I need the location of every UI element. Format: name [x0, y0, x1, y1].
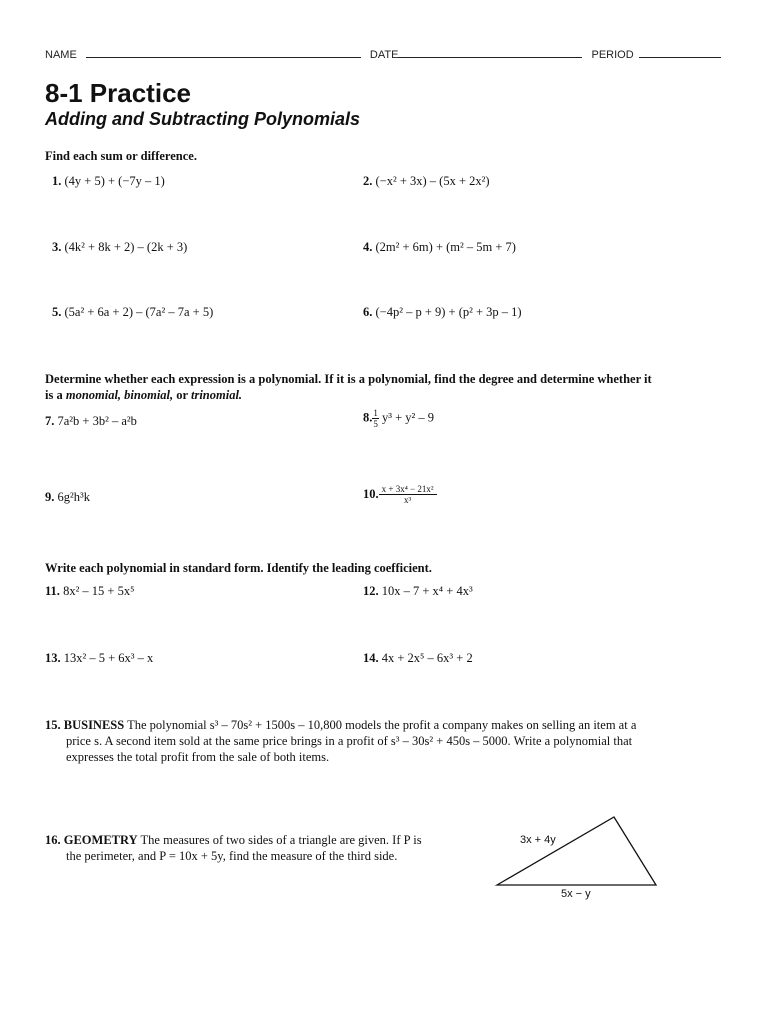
- problem-14: [363, 651, 473, 666]
- problem-expression: y³ + y² – 9: [382, 410, 435, 425]
- fraction-numerator: 1: [373, 408, 378, 418]
- name-label: NAME: [45, 49, 77, 61]
- name-blank[interactable]: [86, 47, 361, 58]
- problem-number: 4.: [363, 240, 373, 254]
- problem-15-text1: The polynomial s³ – 70s² + 1500s – 10,800 models the profit a company makes on selling an item at a: [127, 718, 637, 732]
- problem-9: [45, 490, 90, 505]
- header-row: [45, 47, 721, 61]
- problem-10: [363, 484, 437, 505]
- problem-5: [52, 305, 213, 320]
- problem-number: 16.: [45, 833, 61, 847]
- problem-expression: (−x² + 3x) – (5x + 2x²): [375, 174, 490, 188]
- problem-16: [45, 832, 485, 864]
- fraction: [379, 484, 437, 505]
- problem-16-line2: the perimeter, and P = 10x + 5y, find the measure of the third side.: [66, 849, 398, 863]
- date-blank[interactable]: [398, 47, 582, 58]
- problem-16-line1: [45, 832, 485, 848]
- problem-expression: 6g²h³k: [57, 490, 90, 504]
- problem-number: 11.: [45, 584, 60, 598]
- problem-number: 12.: [363, 584, 379, 598]
- section3-instruction: Write each polynomial in standard form. Identify the leading coefficient.: [45, 561, 432, 575]
- problem-11: [45, 584, 134, 599]
- problem-15-line2: price s. A second item sold at the same price brings in a profit of s³ – 30s² + 450s – 5000. Write a polynomial that: [66, 734, 633, 748]
- problem-expression: (2m² + 6m) + (m² – 5m + 7): [375, 240, 516, 254]
- section2-instruction: [45, 371, 652, 403]
- problem-expression: (4k² + 8k + 2) – (2k + 3): [64, 240, 188, 254]
- section2-instruction-line2: [45, 387, 652, 403]
- problem-number: 9.: [45, 490, 55, 504]
- problem-number: 10.: [363, 487, 379, 501]
- date-label: DATE: [369, 49, 399, 61]
- problem-6: [363, 305, 522, 320]
- period-blank[interactable]: [639, 47, 721, 58]
- problem-number: 1.: [52, 174, 62, 188]
- fraction-numerator: x + 3x⁴ − 21x²: [379, 484, 437, 495]
- problem-expression: (−4p² – p + 9) + (p² + 3p – 1): [375, 305, 522, 319]
- problem-15-line3: expresses the total profit from the sale of both items.: [66, 750, 330, 764]
- triangle-side-bottom-label: 5x − y: [561, 888, 591, 900]
- problem-number: 7.: [45, 414, 55, 428]
- problem-number: 5.: [52, 305, 62, 319]
- problem-3: [52, 240, 187, 255]
- instr-tri: trinomial.: [190, 388, 243, 402]
- problem-number: 8.: [363, 410, 373, 425]
- problem-16-label: GEOMETRY: [63, 833, 138, 847]
- problem-7: [45, 414, 137, 429]
- triangle-shape: [497, 817, 656, 885]
- problem-15: [45, 717, 735, 765]
- problem-2: [363, 174, 490, 189]
- problem-expression: 10x – 7 + x⁴ + 4x³: [381, 584, 473, 598]
- problem-8: [363, 408, 434, 429]
- problem-expression: (5a² + 6a + 2) – (7a² – 7a + 5): [64, 305, 214, 319]
- problem-expression: 13x² – 5 + 6x³ – x: [63, 651, 154, 665]
- problem-4: [363, 240, 516, 255]
- problem-expression: 8x² – 15 + 5x⁵: [63, 584, 135, 598]
- fraction-denominator: x³: [404, 495, 412, 505]
- instr-pre: is a: [45, 388, 66, 402]
- page-subtitle: Adding and Subtracting Polynomials: [45, 109, 361, 129]
- problem-number: 15.: [45, 718, 61, 732]
- instr-mono-bin: monomial, binomial,: [65, 388, 174, 402]
- section1-instruction: Find each sum or difference.: [45, 149, 197, 163]
- problem-expression: 4x + 2x⁵ – 6x³ + 2: [381, 651, 473, 665]
- period-label: PERIOD: [591, 49, 634, 61]
- problem-number: 2.: [363, 174, 373, 188]
- problem-expression: (4y + 5) + (−7y – 1): [64, 174, 165, 188]
- problem-1: [52, 174, 165, 189]
- problem-number: 14.: [363, 651, 379, 665]
- fraction: [372, 408, 379, 429]
- problem-expression: 7a²b + 3b² – a²b: [57, 414, 137, 428]
- problem-16-text1: The measures of two sides of a triangle are given. If P is: [140, 833, 422, 847]
- problem-number: 13.: [45, 651, 61, 665]
- section2-instruction-line1: Determine whether each expression is a polynomial. If it is a polynomial, find the degree and determine whether it: [45, 372, 652, 386]
- instr-or: or: [173, 388, 191, 402]
- problem-12: [363, 584, 473, 599]
- triangle-side-top-label: 3x + 4y: [520, 834, 556, 846]
- problem-13: [45, 651, 153, 666]
- page-title: 8-1 Practice: [45, 78, 191, 108]
- problem-number: 3.: [52, 240, 62, 254]
- problem-15-label: BUSINESS: [63, 718, 125, 732]
- problem-15-line1: [45, 717, 735, 733]
- problem-number: 6.: [363, 305, 373, 319]
- fraction-denominator: 5: [373, 419, 378, 429]
